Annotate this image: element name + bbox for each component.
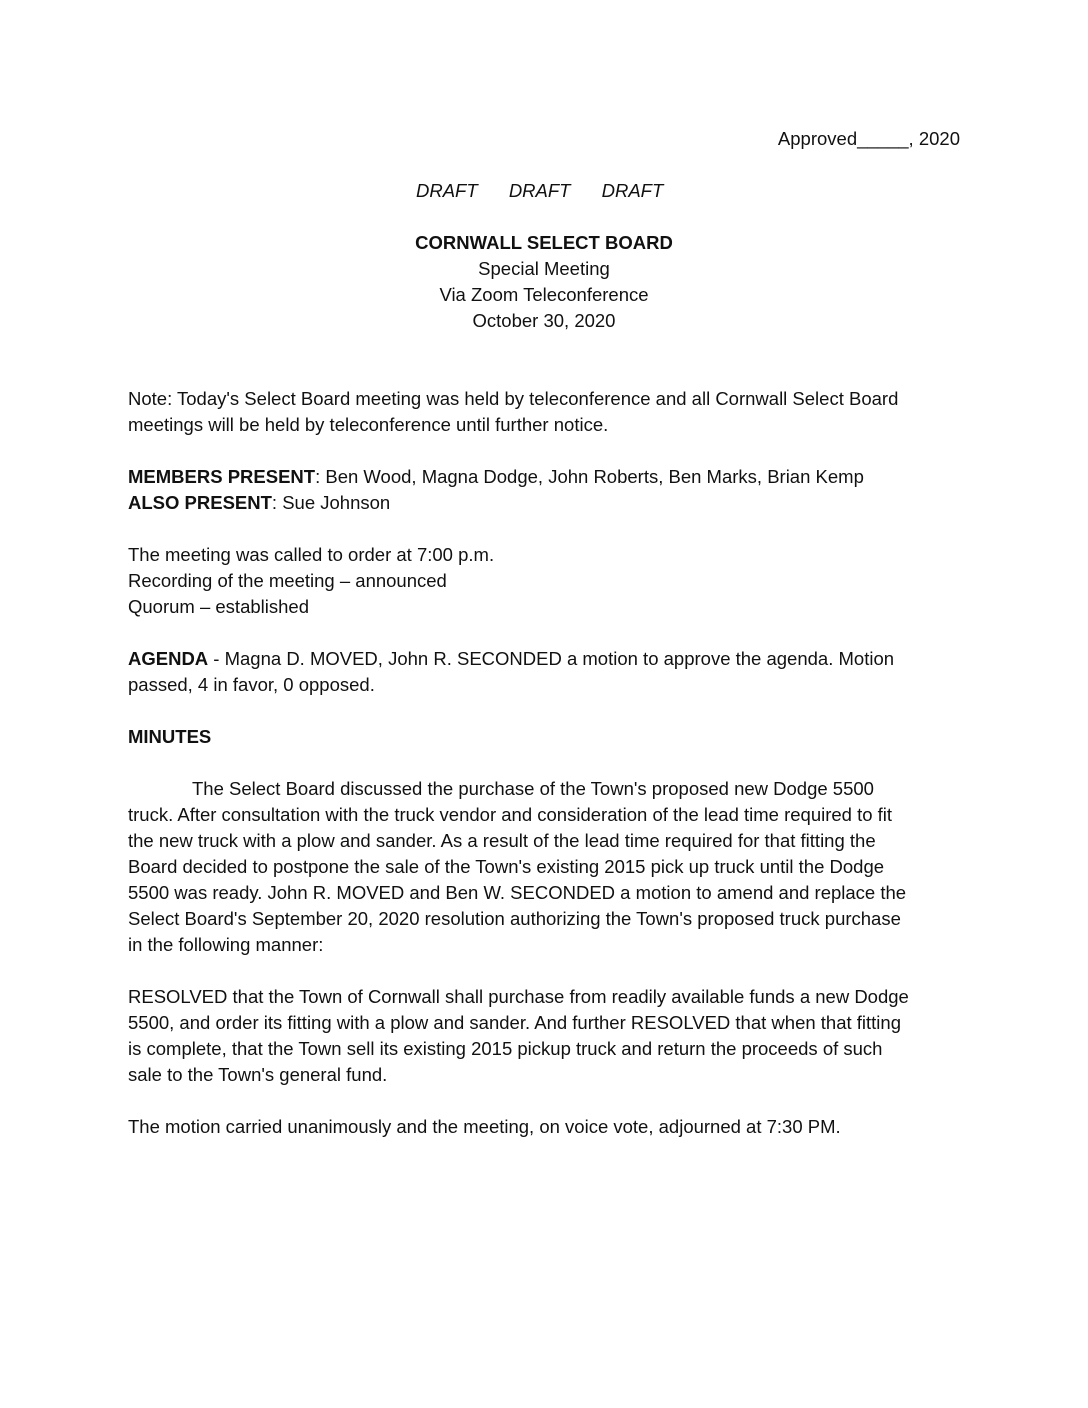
agenda-line: passed, 4 in favor, 0 opposed. <box>128 674 375 695</box>
also-present-names: : Sue Johnson <box>271 492 391 513</box>
minutes-line: Board decided to postpone the sale of the Town's existing 2015 pick up truck until the Dodge <box>128 856 885 877</box>
agenda-line <box>128 646 968 672</box>
members-present-label: MEMBERS PRESENT <box>128 466 316 487</box>
also-present-line <box>128 490 968 516</box>
note-paragraph <box>128 386 968 438</box>
approval-line: Approved_____, 2020 <box>777 128 960 149</box>
minutes-line: truck. After consultation with the truck vendor and consideration of the lead time required to fit <box>128 804 893 825</box>
draft-label: DRAFT <box>601 180 664 201</box>
minutes-paragraph <box>128 776 968 958</box>
minutes-line: in the following manner: <box>128 934 324 955</box>
organization-title: CORNWALL SELECT BOARD <box>415 232 673 253</box>
members-present-line <box>128 464 968 490</box>
document-header <box>0 230 1088 334</box>
resolution-line: 5500, and order its fitting with a plow and sander. And further RESOLVED that when that fitting <box>128 1012 901 1033</box>
resolution-paragraph <box>128 984 968 1088</box>
agenda-label: AGENDA <box>128 648 209 669</box>
resolution-line: sale to the Town's general fund. <box>128 1064 388 1085</box>
opening-line: Quorum – established <box>128 596 309 617</box>
agenda-section <box>128 646 968 698</box>
opening-line: Recording of the meeting – announced <box>128 570 447 591</box>
note-line: Note: Today's Select Board meeting was held by teleconference and all Cornwall Select Board <box>128 388 899 409</box>
meeting-type: Special Meeting <box>478 258 610 279</box>
opening-section <box>128 542 968 620</box>
meeting-date: October 30, 2020 <box>472 310 616 331</box>
minutes-line: the new truck with a plow and sander. As a result of the lead time required for that fitting the <box>128 830 876 851</box>
minutes-heading: MINUTES <box>128 726 212 747</box>
minutes-line: 5500 was ready. John R. MOVED and Ben W. SECONDED a motion to amend and replace the <box>128 882 907 903</box>
also-present-label: ALSO PRESENT <box>128 492 272 513</box>
resolution-line: is complete, that the Town sell its existing 2015 pickup truck and return the proceeds of such <box>128 1038 883 1059</box>
draft-watermark-row <box>416 178 663 204</box>
attendance-section <box>128 464 968 516</box>
draft-label: DRAFT <box>416 180 478 201</box>
resolution-line: RESOLVED that the Town of Cornwall shall purchase from readily available funds a new Dodge <box>128 986 909 1007</box>
minutes-line: Select Board's September 20, 2020 resolution authorizing the Town's proposed truck purchase <box>128 908 901 929</box>
minutes-line: The Select Board discussed the purchase of the Town's proposed new Dodge 5500 <box>192 778 874 799</box>
meeting-venue: Via Zoom Teleconference <box>439 284 649 305</box>
draft-label: DRAFT <box>508 180 571 201</box>
agenda-text: - Magna D. MOVED, John R. SECONDED a motion to approve the agenda. Motion <box>208 648 895 669</box>
document-body <box>128 386 968 1140</box>
closing-line: The motion carried unanimously and the meeting, on voice vote, adjourned at 7:30 PM. <box>128 1116 841 1137</box>
members-present-names: : Ben Wood, Magna Dodge, John Roberts, Ben Marks, Brian Kemp <box>315 466 864 487</box>
note-line: meetings will be held by teleconference until further notice. <box>128 414 609 435</box>
opening-line: The meeting was called to order at 7:00 p.m. <box>128 544 495 565</box>
